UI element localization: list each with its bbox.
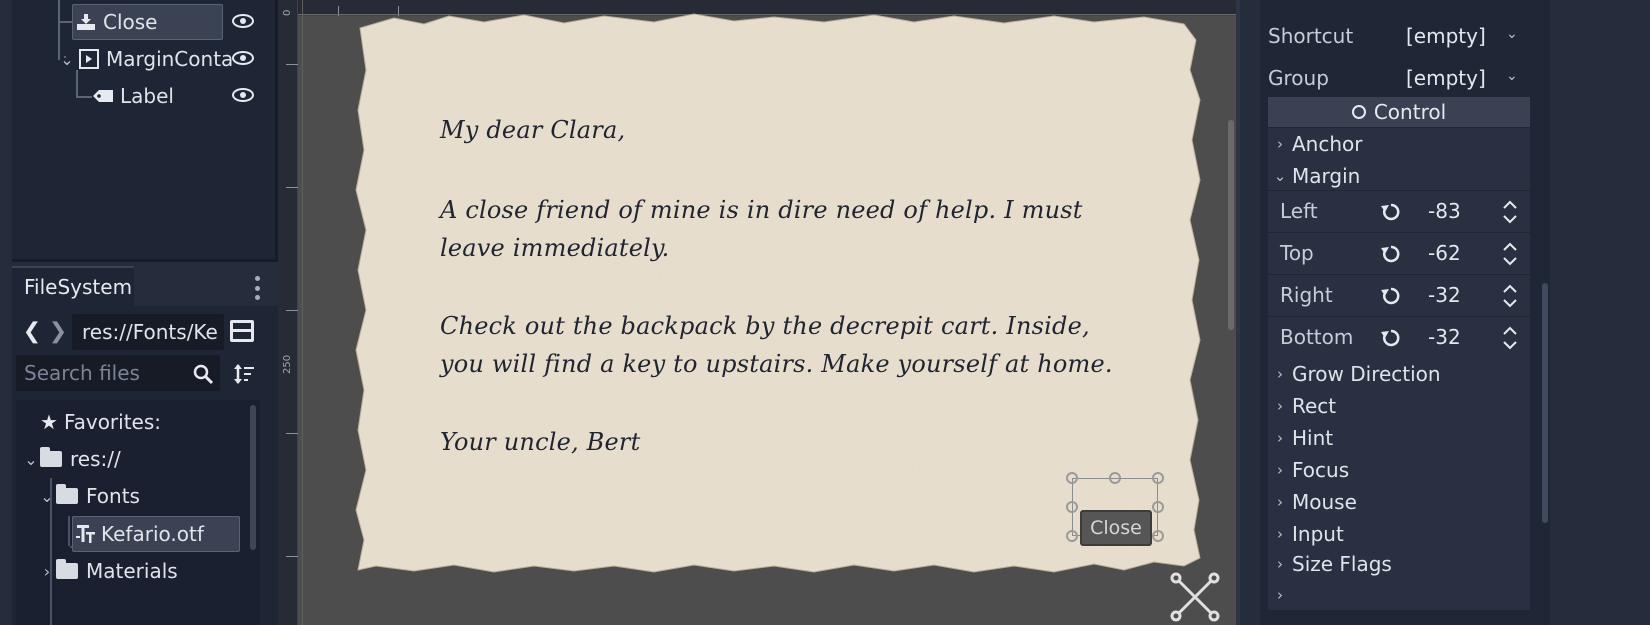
forward-button[interactable]: ❯	[48, 319, 68, 344]
folder-icon	[40, 451, 62, 467]
list-item-label: Fonts	[86, 484, 140, 508]
chevron-right-icon: ›	[1277, 461, 1283, 479]
chevron-down-icon[interactable]: ⌄	[40, 486, 54, 506]
control-node-icon	[1352, 105, 1366, 119]
letter-line: leave immediately.	[440, 234, 670, 262]
margin-label: Right	[1280, 283, 1333, 307]
ruler-tick	[286, 556, 298, 557]
margin-left-row	[1268, 190, 1530, 232]
section-label: Grow Direction	[1292, 362, 1441, 386]
section-margin[interactable]	[1268, 160, 1530, 192]
chevron-down-icon: ⌄	[1273, 167, 1287, 185]
list-item-label: Kefario.otf	[101, 522, 204, 546]
ruler-label: 0	[282, 9, 293, 16]
guide-line	[302, 0, 303, 625]
button-node-icon	[75, 11, 97, 33]
search-icon[interactable]	[192, 363, 214, 385]
margin-right-row	[1268, 274, 1530, 316]
inspector-scrollbar[interactable]	[1542, 283, 1548, 523]
list-item-materials[interactable]	[38, 553, 178, 589]
spinner-arrows-icon[interactable]	[1502, 199, 1518, 225]
resize-handle[interactable]	[1066, 530, 1078, 542]
chevron-right-icon: ›	[1277, 555, 1283, 573]
search-files-input[interactable]: Search files	[16, 355, 220, 391]
letter-line: A close friend of mine is in dire need of help. I must	[440, 196, 1083, 224]
margin-value[interactable]: -83	[1428, 199, 1461, 223]
list-item-res[interactable]	[22, 441, 121, 477]
revert-icon[interactable]	[1380, 201, 1402, 223]
section-label: Size Flags	[1292, 552, 1392, 576]
spinner-arrows-icon[interactable]	[1502, 325, 1518, 351]
chevron-right-icon: ›	[1277, 365, 1283, 383]
group-label: Group	[1268, 66, 1329, 90]
shortcut-value: [empty]	[1406, 24, 1486, 48]
list-item-label: res://	[70, 447, 121, 471]
label-node-icon	[92, 85, 114, 107]
chevron-down-icon: ⌄	[1506, 68, 1518, 84]
section-label: Focus	[1292, 458, 1350, 482]
list-item-label: Favorites:	[63, 410, 162, 434]
chevron-right-icon: ›	[1277, 135, 1283, 153]
margin-label: Bottom	[1280, 325, 1354, 349]
section-label: Rect	[1292, 394, 1337, 418]
ruler-label: 250	[282, 354, 293, 374]
back-button[interactable]: ❮	[22, 319, 42, 344]
control-section-header[interactable]	[1268, 97, 1530, 127]
resize-handle[interactable]	[1066, 472, 1078, 484]
tree-node-label: MarginConta	[106, 47, 234, 71]
resize-handle[interactable]	[1152, 472, 1164, 484]
path-input[interactable]: res://Fonts/Ke	[72, 314, 224, 350]
letter-line: Check out the backpack by the decrepit cart. Inside,	[440, 312, 1090, 340]
more-options-icon[interactable]	[254, 276, 260, 300]
chevron-right-icon: ›	[1277, 493, 1283, 511]
revert-icon[interactable]	[1380, 285, 1402, 307]
list-item-fonts[interactable]	[38, 478, 140, 514]
margin-container-icon	[78, 48, 100, 70]
group-value: [empty]	[1406, 66, 1486, 90]
star-icon: ★	[40, 410, 58, 434]
tab-filesystem[interactable]: FileSystem	[12, 266, 134, 306]
section-more[interactable]	[1268, 580, 1530, 610]
tree-node-label: Close	[103, 10, 158, 34]
margin-value[interactable]: -62	[1428, 241, 1461, 265]
list-item-favorites[interactable]	[40, 404, 161, 440]
section-label: Margin	[1292, 164, 1361, 188]
section-rect[interactable]	[1268, 390, 1530, 422]
section-label: Anchor	[1292, 132, 1363, 156]
split-view-icon[interactable]	[230, 320, 254, 342]
section-anchor[interactable]	[1268, 128, 1530, 160]
tree-node-label: Label	[120, 84, 174, 108]
revert-icon[interactable]	[1380, 243, 1402, 265]
resize-handle[interactable]	[1066, 501, 1078, 513]
ruler-tick	[286, 310, 298, 311]
section-input[interactable]	[1268, 518, 1530, 550]
control-header-label: Control	[1373, 100, 1447, 124]
margin-value[interactable]: -32	[1428, 325, 1461, 349]
shortcut-label: Shortcut	[1268, 24, 1354, 48]
folder-icon	[56, 563, 78, 579]
spinner-arrows-icon[interactable]	[1502, 283, 1518, 309]
section-focus[interactable]	[1268, 454, 1530, 486]
ruler-tick	[286, 187, 298, 188]
chevron-down-icon[interactable]: ⌄	[24, 449, 38, 469]
margin-label: Top	[1280, 241, 1314, 265]
resize-handle[interactable]	[1109, 472, 1121, 484]
margin-top-row	[1268, 232, 1530, 274]
letter-line: My dear Clara,	[440, 116, 626, 144]
group-dropdown[interactable]	[1398, 62, 1528, 94]
letter-line: you will find a key to upstairs. Make yourself at home.	[440, 350, 1113, 378]
section-size-flags[interactable]	[1268, 548, 1530, 580]
shortcut-dropdown[interactable]	[1398, 20, 1528, 52]
section-mouse[interactable]	[1268, 486, 1530, 518]
margin-value[interactable]: -32	[1428, 283, 1461, 307]
list-item-kefario[interactable]	[72, 516, 240, 552]
chevron-down-icon[interactable]: ⌄	[60, 49, 74, 69]
close-button[interactable]: Close	[1080, 510, 1152, 546]
letter-line: Your uncle, Bert	[440, 428, 641, 456]
ruler-left	[278, 0, 298, 625]
tree-node-label[interactable]	[92, 78, 174, 114]
section-hint[interactable]	[1268, 422, 1530, 454]
filesystem-scrollbar[interactable]	[250, 405, 256, 550]
folder-icon	[56, 488, 78, 504]
section-grow-direction[interactable]	[1268, 358, 1530, 390]
section-label: Mouse	[1292, 490, 1357, 514]
tree-connector	[68, 516, 70, 546]
chevron-right-icon: ›	[1277, 397, 1283, 415]
ruler-tick	[286, 433, 298, 434]
sort-icon[interactable]	[232, 362, 256, 386]
section-label: Input	[1292, 522, 1344, 546]
viewport-scrollbar[interactable]	[1228, 120, 1234, 330]
anchor-pivot-icon[interactable]	[1170, 572, 1220, 622]
tree-node-marginconta[interactable]	[58, 41, 233, 77]
resize-handle[interactable]	[1152, 501, 1164, 513]
visibility-eye-icon[interactable]	[232, 88, 254, 102]
revert-icon[interactable]	[1380, 327, 1402, 349]
margin-bottom-row	[1268, 316, 1530, 358]
chevron-down-icon: ⌄	[1506, 26, 1518, 42]
margin-label: Left	[1280, 199, 1318, 223]
list-item-label: Materials	[86, 559, 178, 583]
spinner-arrows-icon[interactable]	[1502, 241, 1518, 267]
chevron-right-icon: ›	[1277, 525, 1283, 543]
ruler-tick	[286, 64, 298, 65]
section-label: Hint	[1292, 426, 1334, 450]
visibility-eye-icon[interactable]	[232, 51, 254, 65]
tree-node-close[interactable]	[72, 4, 223, 40]
tree-connector	[78, 96, 92, 98]
font-file-icon	[75, 523, 97, 545]
chevron-right-icon: ›	[1277, 586, 1283, 604]
chevron-right-icon[interactable]: ›	[43, 561, 51, 581]
tree-connector	[60, 21, 72, 23]
visibility-eye-icon[interactable]	[232, 14, 254, 28]
chevron-right-icon: ›	[1277, 429, 1283, 447]
resize-handle[interactable]	[1152, 530, 1164, 542]
